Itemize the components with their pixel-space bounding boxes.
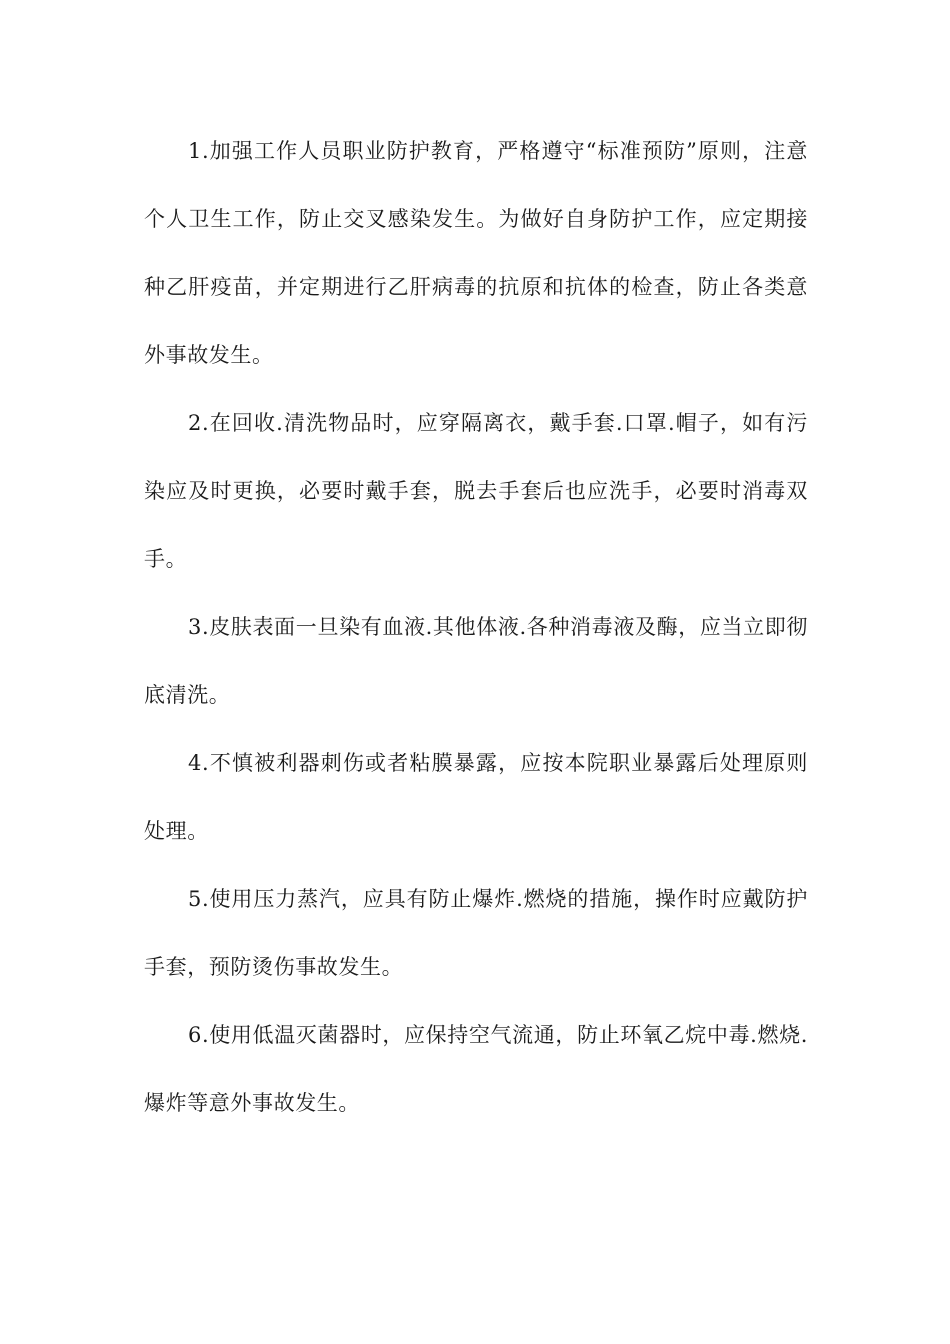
paragraph-5: 5.使用压力蒸汽，应具有防止爆炸.燃烧的措施，操作时应戴防护手套，预防烫伤事故发生。 [144,887,808,979]
paragraph-4: 4.不慎被利器刺伤或者粘膜暴露，应按本院职业暴露后处理原则处理。 [144,751,808,843]
paragraph-6: 6.使用低温灭菌器时，应保持空气流通，防止环氧乙烷中毒.燃烧.爆炸等意外事故发生。 [144,1023,808,1115]
paragraph-2: 2.在回收.清洗物品时，应穿隔离衣，戴手套.口罩.帽子，如有污染应及时更换，必要时戴手套，脱去手套后也应洗手，必要时消毒双手。 [144,411,808,571]
document-body [144,117,808,1137]
paragraph-3: 3.皮肤表面一旦染有血液.其他体液.各种消毒液及酶，应当立即彻底清洗。 [144,615,808,707]
paragraph-1: 1.加强工作人员职业防护教育，严格遵守“标准预防”原则，注意个人卫生工作，防止交叉感染发生。为做好自身防护工作，应定期接种乙肝疫苗，并定期进行乙肝病毒的抗原和抗体的检查，防止各类意外事故发生。 [144,139,808,367]
